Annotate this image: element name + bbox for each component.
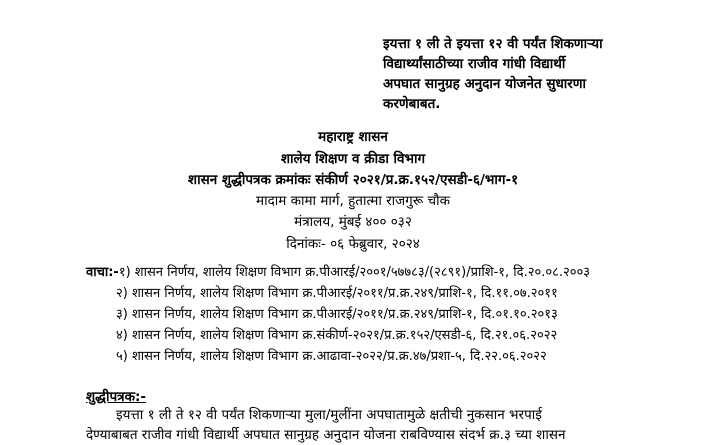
address-line-1: मादाम कामा मार्ग, हुतात्मा राजगुरू चौक bbox=[256, 193, 450, 209]
subject-line: विद्यार्थ्यांसाठीच्या राजीव गांधी विद्यार्थी bbox=[383, 56, 566, 72]
reference-item bbox=[116, 326, 557, 346]
reference-item bbox=[86, 263, 590, 283]
issue-date: दिनांकः- ०६ फेब्रुवार, २०२४ bbox=[286, 236, 420, 252]
corrigendum-text-line: इयत्ता १ ली ते १२ वी पर्यंत शिकणाऱ्या मुला/मुलींना अपघातामुळे क्षतीची नुकसान भरपाई bbox=[116, 407, 542, 423]
subject-block bbox=[383, 34, 629, 114]
reference-item bbox=[116, 284, 558, 304]
department-name: शालेय शिक्षण व क्रीडा विभाग bbox=[280, 151, 426, 167]
reference-text: ४) शासन निर्णय, शालेय शिक्षण विभाग क्र.संकीर्ण-२०२१/प्र.क्र.१५२/एसडी-६, दि.२१.०६.२०२२ bbox=[116, 328, 558, 343]
references-label: वाचा:- bbox=[86, 265, 119, 280]
corrigendum-text-line: देण्याबाबत राजीव गांधी विद्यार्थी अपघात सानुग्रह अनुदान योजना राबविण्यास संदर्भ क्र.३ च्या शासन bbox=[86, 427, 566, 443]
address-line-2: मंत्रालय, मुंबई ४०० ०३२ bbox=[294, 214, 412, 230]
government-name: महाराष्ट्र शासन bbox=[318, 129, 388, 145]
reference-item bbox=[116, 347, 547, 367]
subject-line: अपघात सानुग्रह अनुदान योजनेत सुधारणा bbox=[383, 76, 587, 92]
reference-text: १) शासन निर्णय, शालेय शिक्षण विभाग क्र.पीआरई/२००१/५७७८३/(२८९१)/प्राशि-१, दि.२०.०८.२००३ bbox=[118, 265, 591, 280]
corrigendum-number: शासन शुद्धीपत्रक क्रमांकः संकीर्ण २०२१/प्र.क्र.१५२/एसडी-६/भाग-१ bbox=[187, 172, 519, 188]
subject-line: करणेबाबत. bbox=[383, 96, 441, 112]
reference-item bbox=[116, 305, 558, 325]
reference-text: ५) शासन निर्णय, शालेय शिक्षण विभाग क्र.आढावा-२०२२/प्र.क्र.४७/प्रशा-५, दि.२२.०६.२०२२ bbox=[116, 349, 547, 364]
reference-text: ३) शासन निर्णय, शालेय शिक्षण विभाग क्र.पीआरई/२०११/प्र.क्र.२४९/प्राशि-१, दि.०१.१०.२०१३ bbox=[116, 307, 558, 322]
subject-line: इयत्ता १ ली ते इयत्ता १२ वी पर्यंत शिकणाऱ्या bbox=[383, 36, 603, 52]
corrigendum-heading: शुद्धीपत्रक:- bbox=[86, 389, 146, 405]
reference-text: २) शासन निर्णय, शालेय शिक्षण विभाग क्र.पीआरई/२०११/प्र.क्र.२४९/प्राशि-१, दि.११.०७.२०११ bbox=[116, 286, 558, 301]
